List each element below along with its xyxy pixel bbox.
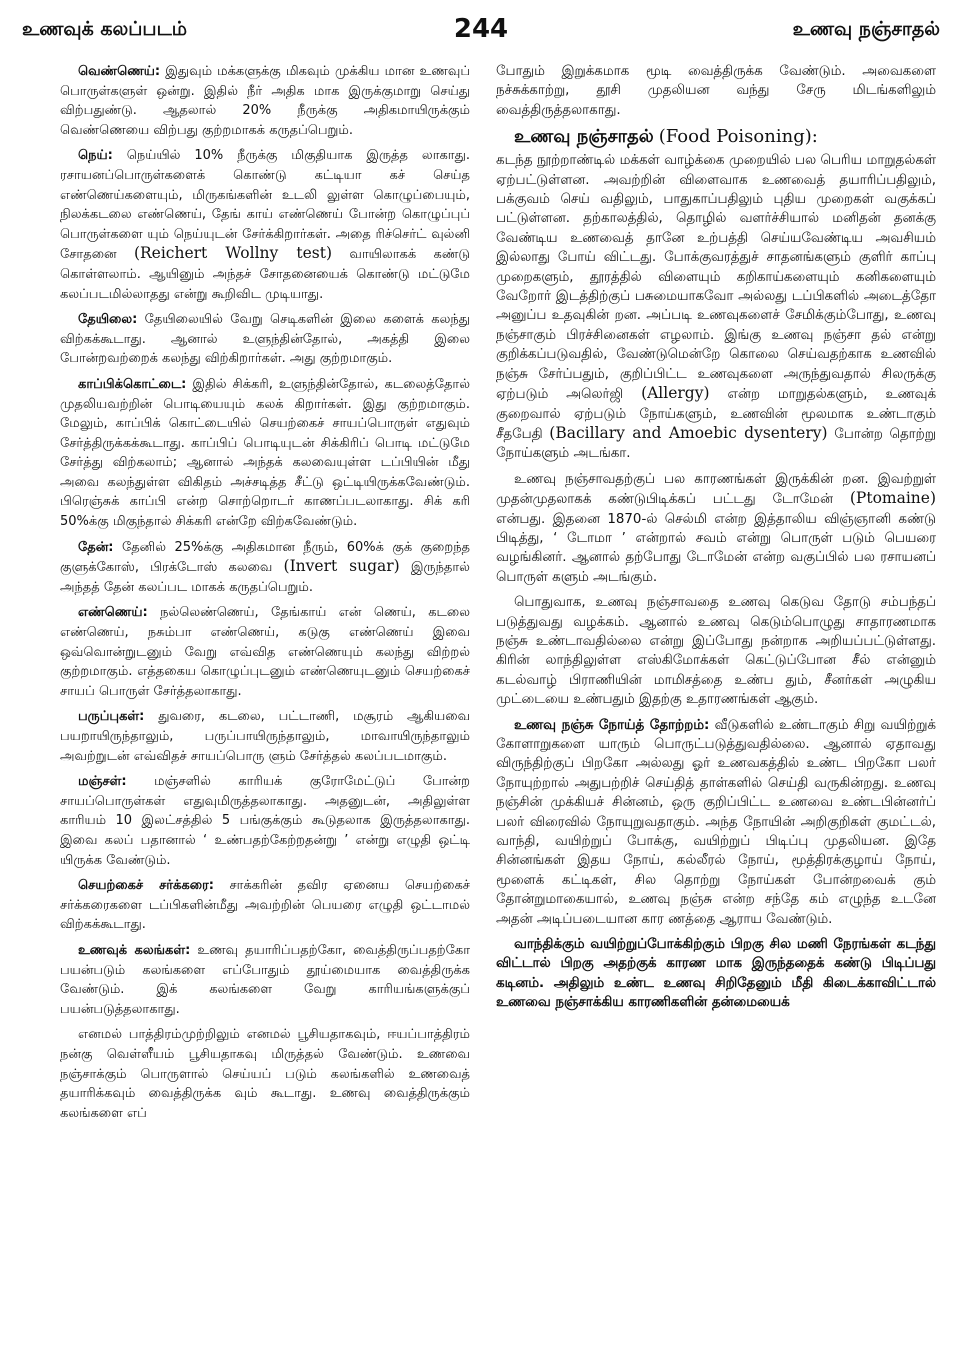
section-title-tamil: உணவு நஞ்சாதல் <box>514 126 654 148</box>
entry-coffee <box>60 375 470 532</box>
english-term: (Bacillary and Amoebic dysentery) <box>549 423 828 442</box>
entry-text: இதுவும் மக்களுக்கு மிகவும் முக்கிய மான உணவுப் பொருள்களுள் ஒன்று. இதில் நீர் அதிக மாக இருக்குமாறு செய்து விற்பதுண்டு. ஆதலால் 20% நீருக்கு அதிகமாயிருக்கும் வெண்ணெயை விற்பது குற்றமாகக் கருதப்பெறும். <box>60 64 470 138</box>
entry-honey <box>60 538 470 598</box>
paragraph-intro <box>496 151 936 464</box>
entry-onset <box>496 716 936 929</box>
entry-term: உணவுக் கலங்கள்: <box>78 942 191 958</box>
entry-tea <box>60 310 470 369</box>
entry-butter <box>60 62 470 140</box>
right-column <box>496 62 936 1346</box>
entry-text: துவரை, கடலை, பட்டாணி, மசூரம் ஆகியவை பயறாயிருந்தாலும், பருப்பாயிருந்தாலும், மாவாயிருந்தாலும் அவற்றுடன் எவ்விதச் சாயப்பொரு ளும் சேர்த்தல் கலப்படமாகும். <box>60 709 470 764</box>
entry-term: தேயிலை: <box>78 312 138 328</box>
entry-text: நெய்யில் 10% நீருக்கு மிகுதியாக இருத்த லாகாது. ரசாயனப்பொருள்களைக் கொண்டு கட்டியா கச் செய்த எண்ணெய்களையும், மிருகங்களின் உடலி லுள்ள கொழுப்பையும், நிலக்கடலை எண்ணெய், தேங் காய் எண்ணெய் போன்ற கொழுப்புப் பொருள்களை யும் நெய்யுடன் சேர்க்கிறார்கள். அதை ரிச்செர்ட் வுல்னி சோதனை <box>60 148 470 263</box>
entry-text: இதில் சிக்கரி, உளுந்தின்தோல், கடலைத்தோல் முதலியவற்றின் பொடியையும் கலக் கிறார்கள். இது குற்றமாகும். மேலும், காப்பிக் கொட்டையில் செயற்கைச் சாயப்பொருள் எதுவும் சேர்த்திருக்கக்கூடாது. காப்பிப் பொடியுடன் சிக்கிரிப் பொடி மட்டுமே சேர்த்து விற்கலாம்; ஆனால் அந்தக் கலவையுள்ள டப்பியின் மீது அவை கலந்துள்ள விகிதம் அச்சடித்த சீட்டு ஒட்டியிருக்கவேண்டும். பிரெஞ்சுக் காப்பி என்ற சொற்றொடர் காணப்படலாகாது. சிக் கரி 50%க்கு மிகுந்தால் சிக்கரி என்றே விற்கவேண்டும். <box>60 376 470 530</box>
paragraph-causes <box>496 470 936 587</box>
page-header <box>22 14 940 48</box>
left-column <box>60 62 470 1346</box>
paragraph-closing: வாந்திக்கும் வயிற்றுப்போக்கிற்கும் பிறகு சில மணி நேரங்கள் கடந்து விட்டால் பிறகு அதற்குக் காரண மாக இருந்ததைக் கண்டு பிடிப்பது கடினம். அதிலும் உண்ட உணவு சிறிதேனும் மீதி கிடைக்காவிட்டால் உணவை நஞ்சாக்கிய காரணிகளின் தன்மையைக் <box>496 937 936 1011</box>
entry-term: காப்பிக்கொட்டை: <box>78 376 187 392</box>
entry-term: மஞ்சள்: <box>78 774 127 790</box>
english-term: (Invert sugar) <box>283 557 400 576</box>
paragraph-general: பொதுவாக, உணவு நஞ்சாவதை உணவு கெடுவ தோடு சம்பந்தப் படுத்துவது வழக்கம். ஆனால் உணவு கெடும்பொழுது சாதாரணமாக நஞ்சு உண்டாவதில்லை என்று இப்போது நன்றாக அறியப்பட்டுள்ளது. கிரின் லாந்திலுள்ள எஸ்கிமோக்கள் கெட்டுப்போன சீல் என்னும் கடல்வாழ் பிராணியின் மாமிசத்தை உண்ப தும், சீனர்கள் அழுகிய முட்டையை உண்பதும் இதற்கு உதாரணங்கள் ஆகும். <box>496 595 936 708</box>
entry-term: வெண்ணெய்: <box>78 64 161 79</box>
paragraph-text: என்பது. இதனை 1870-ல் செல்மி என்ற இத்தாலிய விஞ்ஞானி கண்டு பிடித்து, ‘ டோமா ’ என்றால் சவம் என்று பொருள் படும் பெயரை வழங்கினர். ஆனால் தற்போது டோமேன் என்ற வகுப்பில் பல ரசாயனப் பொருள் களும் அடங்கும். <box>496 511 936 585</box>
paragraph-text: போன்ற தொற்று நோய்களும் அடங்கா. <box>496 426 936 462</box>
paragraph-text: கடந்த நூற்றாண்டில் மக்கள் வாழ்க்கை முறையில் பல பெரிய மாறுதல்கள் ஏற்பட்டுள்ளன. அவற்றின் விளைவாக உணவைத் தயாரிப்பதிலும், பக்குவம் செய் வதிலும், பாதுகாப்பதிலும் புதிய முறைகள் வகுக்கப் பட்டுள்ளன. தற்காலத்தில், தொழில் வளர்ச்சியால் மனிதன் தனக்கு வேண்டிய உணவைத் தானே உற்பத்தி செய்யவேண்டிய அவசியம் இல்லாது போய் விட்டது. போக்குவரத்துச் சாதனங்களும் குளிர் காப்பு முறைகளும், தூரத்தில் விளையும் கறிகாய்களையும் கனிகளையும் வேறோர் இடத்திற்குப் பசுமையாகவோ அல்லது டப்பிகளில் அடைத்தோ அனுப்ப உதவுகின் றன. அப்படி உணவுகளைச் சேமிக்கும்போது, உணவு நஞ்சாகும் பிரச்சினைகள் எழலாம். இங்கு உணவு நஞ்சா தல் என்று குறிக்கப்படுவதில், வேண்டுமென்றே கொலை செய்வதற்காக உணவில் நஞ்சு சேர்ப்பதும், குறிப்பிட்ட உணவுகளை அருந்துவதால் சிலருக்கு ஏற்படும் அலெர்ஜி <box>496 153 936 403</box>
entry-text: தேயிலையில் வேறு செடிகளின் இலை களைக் கலந்து விற்கக்கூடாது. ஆனால் உளுந்தின்தோல், அகத்தி இலை போன்றவற்றைக் கலந்து விற்கிறார்கள். அது குற்றமாகும். <box>60 312 470 367</box>
entry-oils <box>60 603 470 701</box>
entry-text: வாயிலாகக் கண்டு கொள்ளலாம். ஆயினும் அந்தச் சோதனையைக் கொண்டு மட்டுமே கலப்படமில்லாதது என்று கூறிவிட முடியாது. <box>60 247 470 302</box>
section-title <box>514 126 936 149</box>
entry-text: இருந்தால் அந்தத் தேன் கலப்பட மாகக் கருதப்பெறும். <box>60 560 470 595</box>
paragraph-continuation: போதும் இறுக்கமாக மூடி வைத்திருக்க வேண்டும். அவைகளை நச்சுக்காற்று, தூசி முதலியன வந்து சேரு மிடங்களிலும் வைத்திருத்தலாகாது. <box>496 64 936 118</box>
entry-term: உணவு நஞ்சு நோய்த் தோற்றம்: <box>514 717 710 733</box>
section-title-english: (Food Poisoning): <box>658 126 818 148</box>
page-number: 244 <box>453 14 509 44</box>
english-term: (Allergy) <box>641 384 710 403</box>
entry-term: செயற்கைச் சர்க்கரை: <box>78 878 214 894</box>
entry-term: தேன்: <box>78 539 114 555</box>
entry-term: பருப்புகள்: <box>78 709 145 725</box>
entry-artificial-sugar <box>60 876 470 935</box>
paragraph-vessels-coating: எனமல் பாத்திரம்முற்றிலும் எனமல் பூசியதாகவும், ஈயப்பாத்திரம் நன்கு வெள்ளீயம் பூசியதாகவு மிருத்தல் வேண்டும். உணவை நஞ்சாக்கும் பொருளால் செய்யப் படும் கலங்களில் உணவைத் தயாரிக்கவும் வைத்திருக்க வும் கூடாது. உணவு வைத்திருக்கும் கலங்களை எப் <box>60 1027 470 1121</box>
entry-text: தேனில் 25%க்கு அதிகமான நீரும், 60%க் குக் குறைந்த குளுக்கோஸ், பிரக்டோஸ் கலவை <box>60 539 470 576</box>
entry-term: எண்ணெய்: <box>78 605 148 621</box>
entry-text: உணவு தயாரிப்பதற்கோ, வைத்திருப்பதற்கோ பயன்படும் கலங்களை எப்போதும் தூய்மையாக வைத்திருக்க வேண்டும். இக் கலங்களை வேறு காரியங்களுக்குப் பயன்படுத்தலாகாது. <box>60 942 470 1017</box>
english-term: (Ptomaine) <box>849 489 936 508</box>
entry-ghee <box>60 146 470 304</box>
entry-pulses <box>60 707 470 766</box>
entry-text: வீடுகளில் உண்டாகும் சிறு வயிற்றுக் கோளாறுகளை யாரும் பொருட்படுத்துவதில்லை. ஆனால் ஏதாவது விருந்திற்குப் பிறகோ அல்லது ஓர் உணவகத்தில் உண்ட பிறகோ பலர் நோயுற்றால் அதுபற்றிச் செய்தித் தாள்களில் செய்தி வருகின்றது. உணவு நஞ்சின் முக்கியச் சின்னம், ஒரு குறிப்பிட்ட உணவை உண்டபின்னர்ப் பலர் விரைவில் நோயுறுவதாகும். அந்த நோயின் அறிகுறிகள் குமட்டல், வாந்தி, வயிற்றுப் போக்கு, வயிற்றுப் பிடிப்பு முதலியன. இதே சின்னங்கள் இதய நோய், கல்லீரல் நோய், மூத்திரக்குழாய் நோய், மூளைக் கட்டிகள், சில தொற்று நோய்கள் போன்றவைக் கும் தோன்றுமாகையால், உணவு நஞ்சு என்ற சந்தே கம் எழுந்த உடனே அதன் அடிப்படையான கார ணத்தை ஆராய வேண்டும். <box>496 717 936 927</box>
entry-text: மஞ்சளில் காரியக் குரோமேட்டுப் போன்ற சாயப்பொருள்கள் எதுவுமிருத்தலாகாது. அதனுடன், அதிலுள்ள காரியம் 10 இலட்சத்தில் 5 பங்குக்கும் கூடுதலாக இருத்தலாகாது. இவை கலப் பதானால் ‘ உண்பதற்கேற்றதன்று ’ என்று எழுதி ஒட்டி யிருக்க வேண்டும். <box>60 774 470 868</box>
paragraph-text: உணவு நஞ்சாவதற்குப் பல காரணங்கள் இருக்கின் றன. இவற்றுள் முதன்முதலாகக் கண்டுபிடிக்கப் பட்டது டோமேன் <box>496 471 936 508</box>
entry-turmeric <box>60 772 470 870</box>
entry-text: நல்லெண்ணெய், தேங்காய் என் ணெய், கடலை எண்ணெய், நசும்பா எண்ணெய், கடுகு எண்ணெய் இவை ஒவ்வொன்றுடனும் வேறு எவ்வித எண்ணெயும் கலந்து விற்றல் குற்றமாகும். எத்தகைய கொழுப்புடனும் எண்ணெயுடனும் செயற்கைச் சாயப் பொருள் சேர்த்தலாகாது. <box>60 605 470 699</box>
entry-term: நெய்: <box>78 148 113 164</box>
english-term: (Reichert Wollny test) <box>133 244 333 263</box>
paragraph-text: என்ற மாறுதல்களும், உணவுக் குறைவால் ஏற்படும் நோய்களும், உணவின் மூலமாக உண்டாகும் சீதபேதி <box>496 387 936 442</box>
entry-text: சாக்கரின் தவிர ஏனைய செயற்கைச் சர்க்கரைகளை டப்பிகளின்மீது அவற்றின் பெயரை எழுதி ஒட்டாமல் விற்கக்கூடாது. <box>60 878 470 933</box>
entry-food-vessels <box>60 941 470 1019</box>
running-head-left: உணவுக் கலப்படம் <box>22 18 187 40</box>
running-head-right: உணவு நஞ்சாதல் <box>792 18 940 40</box>
